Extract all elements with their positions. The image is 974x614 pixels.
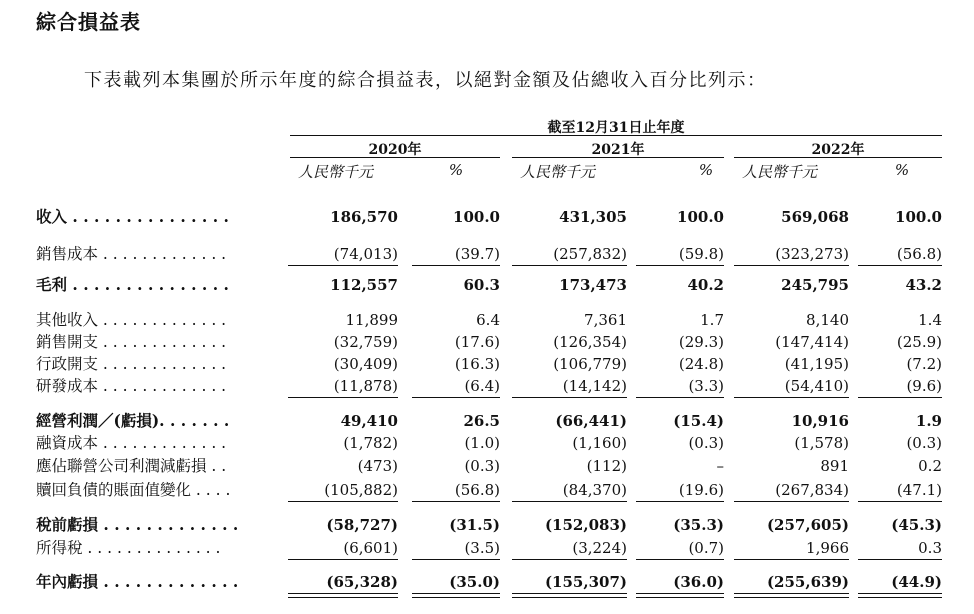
amount-cell: (255,639) (766, 573, 849, 591)
subtotal-rule (288, 501, 398, 502)
intro-paragraph: 下表載列本集團於所示年度的綜合損益表，以絕對金額及佔總收入百分比列示： (84, 70, 767, 91)
header-rule-top (290, 135, 942, 136)
table-row (0, 243, 974, 265)
percent-cell: 6.4 (476, 311, 500, 329)
row-label: 應佔聯營公司利潤減虧損 . . (36, 457, 227, 475)
subtotal-rule (412, 501, 500, 502)
unit-amount-2020: 人民幣千元 (298, 163, 374, 181)
row-label: 所得稅 . . . . . . . . . . . . . . (36, 539, 221, 557)
percent-cell: (47.1) (896, 481, 942, 499)
amount-cell: (58,727) (326, 516, 398, 534)
unit-amount-2022: 人民幣千元 (742, 163, 818, 181)
percent-cell: (1.0) (464, 434, 500, 452)
percent-cell: 100.0 (677, 208, 724, 226)
year-header-2020: 2020年 (368, 142, 422, 158)
percent-cell: (25.9) (896, 333, 942, 351)
percent-cell: (44.9) (891, 573, 942, 591)
percent-cell: (16.3) (454, 355, 500, 373)
percent-cell: 0.3 (918, 539, 942, 557)
total-double-rule (734, 593, 849, 598)
amount-cell: 431,305 (559, 208, 627, 226)
amount-cell: (84,370) (562, 481, 627, 499)
percent-cell: (39.7) (454, 245, 500, 263)
subtotal-rule (858, 265, 942, 266)
subtotal-rule (858, 501, 942, 502)
subtotal-rule (412, 265, 500, 266)
unit-pct-2022: % (894, 161, 910, 179)
page-title: 綜合損益表 (36, 10, 141, 34)
table-row (0, 274, 974, 296)
subtotal-rule (734, 397, 849, 398)
percent-cell: 1.9 (915, 412, 942, 430)
subtotal-rule (412, 559, 500, 560)
subtotal-rule (512, 397, 627, 398)
unit-pct-2021: % (698, 161, 714, 179)
amount-cell: (155,307) (544, 573, 627, 591)
percent-cell: (15.4) (673, 412, 724, 430)
unit-pct-2020: % (448, 161, 464, 179)
percent-cell: (59.8) (678, 245, 724, 263)
subtotal-rule (636, 559, 724, 560)
amount-cell: 245,795 (781, 276, 849, 294)
subtotal-rule (512, 501, 627, 502)
period-header: 截至12月31日止年度 (547, 120, 685, 136)
percent-cell: – (716, 457, 724, 475)
amount-cell: 7,361 (584, 311, 627, 329)
percent-cell: (6.4) (464, 377, 500, 395)
total-double-rule (412, 593, 500, 598)
subtotal-rule (412, 397, 500, 398)
row-label: 銷售開支 . . . . . . . . . . . . . (36, 333, 227, 351)
amount-cell: (147,414) (775, 333, 849, 351)
amount-cell: 569,068 (781, 208, 849, 226)
row-label: 稅前虧損 . . . . . . . . . . . . . (36, 515, 239, 534)
subtotal-rule (512, 559, 627, 560)
subtotal-rule (288, 265, 398, 266)
subtotal-rule (734, 501, 849, 502)
amount-cell: (257,832) (553, 245, 627, 263)
total-double-rule (288, 593, 398, 598)
amount-cell: (65,328) (326, 573, 398, 591)
table-row (0, 353, 974, 375)
amount-cell: 1,966 (806, 539, 849, 557)
table-row (0, 331, 974, 353)
subtotal-rule (288, 559, 398, 560)
row-label: 其他收入 . . . . . . . . . . . . . (36, 311, 227, 329)
table-row (0, 410, 974, 432)
unit-amount-2021: 人民幣千元 (520, 163, 596, 181)
subtotal-rule (858, 559, 942, 560)
subtotal-rule (512, 265, 627, 266)
amount-cell: (32,759) (333, 333, 398, 351)
amount-cell: 10,916 (791, 412, 849, 430)
percent-cell: (19.6) (678, 481, 724, 499)
total-double-rule (858, 593, 942, 598)
subtotal-rule (288, 397, 398, 398)
year-header-2021: 2021年 (591, 142, 645, 158)
year-rule-2022 (734, 157, 942, 158)
subtotal-rule (636, 501, 724, 502)
percent-cell: (7.2) (906, 355, 942, 373)
amount-cell: (126,354) (553, 333, 627, 351)
percent-cell: (35.3) (673, 516, 724, 534)
amount-cell: (105,882) (324, 481, 398, 499)
percent-cell: (36.0) (673, 573, 724, 591)
subtotal-rule (858, 397, 942, 398)
amount-cell: (106,779) (553, 355, 627, 373)
percent-cell: (3.5) (464, 539, 500, 557)
percent-cell: 60.3 (463, 276, 500, 294)
amount-cell: (54,410) (784, 377, 849, 395)
subtotal-rule (734, 559, 849, 560)
percent-cell: (3.3) (688, 377, 724, 395)
year-rule-2021 (512, 157, 724, 158)
percent-cell: (45.3) (891, 516, 942, 534)
percent-cell: 43.2 (905, 276, 942, 294)
amount-cell: (1,160) (572, 434, 627, 452)
row-label: 贖回負債的賬面值變化 . . . . (36, 481, 231, 499)
row-label: 銷售成本 . . . . . . . . . . . . . (36, 245, 227, 263)
percent-cell: 26.5 (463, 412, 500, 430)
amount-cell: 49,410 (340, 412, 398, 430)
table-row (0, 455, 974, 477)
percent-cell: 1.4 (918, 311, 942, 329)
percent-cell: (56.8) (896, 245, 942, 263)
year-rule-2020 (290, 157, 500, 158)
percent-cell: (56.8) (454, 481, 500, 499)
percent-cell: (0.7) (688, 539, 724, 557)
amount-cell: (257,605) (766, 516, 849, 534)
percent-cell: (31.5) (449, 516, 500, 534)
percent-cell: 40.2 (687, 276, 724, 294)
table-row (0, 309, 974, 331)
table-row (0, 375, 974, 397)
amount-cell: 11,899 (345, 311, 398, 329)
table-row (0, 206, 974, 228)
percent-cell: 100.0 (453, 208, 500, 226)
year-header-2022: 2022年 (811, 142, 865, 158)
percent-cell: (17.6) (454, 333, 500, 351)
row-label: 年內虧損 . . . . . . . . . . . . . (36, 572, 239, 591)
amount-cell: (152,083) (544, 516, 627, 534)
table-row (0, 537, 974, 559)
amount-cell: 8,140 (806, 311, 849, 329)
total-double-rule (636, 593, 724, 598)
amount-cell: (30,409) (333, 355, 398, 373)
percent-cell: (0.3) (906, 434, 942, 452)
amount-cell: 173,473 (559, 276, 627, 294)
table-row (0, 514, 974, 536)
amount-cell: (1,578) (794, 434, 849, 452)
amount-cell: (41,195) (784, 355, 849, 373)
percent-cell: 1.7 (700, 311, 724, 329)
percent-cell: (35.0) (449, 573, 500, 591)
row-label: 融資成本 . . . . . . . . . . . . . (36, 434, 227, 452)
amount-cell: (323,273) (775, 245, 849, 263)
amount-cell: (1,782) (343, 434, 398, 452)
percent-cell: 0.2 (918, 457, 942, 475)
percent-cell: (0.3) (464, 457, 500, 475)
row-label: 毛利 . . . . . . . . . . . . . . . (36, 275, 229, 294)
subtotal-rule (734, 265, 849, 266)
amount-cell: (3,224) (572, 539, 627, 557)
amount-cell: (66,441) (555, 412, 627, 430)
row-label: 行政開支 . . . . . . . . . . . . . (36, 355, 227, 373)
amount-cell: (112) (586, 457, 627, 475)
amount-cell: 112,557 (330, 276, 398, 294)
table-row (0, 479, 974, 501)
amount-cell: 186,570 (330, 208, 398, 226)
percent-cell: (9.6) (906, 377, 942, 395)
amount-cell: (473) (357, 457, 398, 475)
row-label: 收入 . . . . . . . . . . . . . . . (36, 207, 229, 226)
subtotal-rule (636, 397, 724, 398)
amount-cell: (11,878) (333, 377, 398, 395)
row-label: 研發成本 . . . . . . . . . . . . . (36, 377, 227, 395)
amount-cell: 891 (820, 457, 849, 475)
percent-cell: (29.3) (678, 333, 724, 351)
amount-cell: (6,601) (343, 539, 398, 557)
amount-cell: (267,834) (775, 481, 849, 499)
percent-cell: 100.0 (895, 208, 942, 226)
table-row (0, 571, 974, 593)
table-row (0, 432, 974, 454)
amount-cell: (74,013) (333, 245, 398, 263)
amount-cell: (14,142) (562, 377, 627, 395)
row-label: 經營利潤／(虧損). . . . . . . (36, 411, 230, 430)
percent-cell: (24.8) (678, 355, 724, 373)
subtotal-rule (636, 265, 724, 266)
percent-cell: (0.3) (688, 434, 724, 452)
total-double-rule (512, 593, 627, 598)
